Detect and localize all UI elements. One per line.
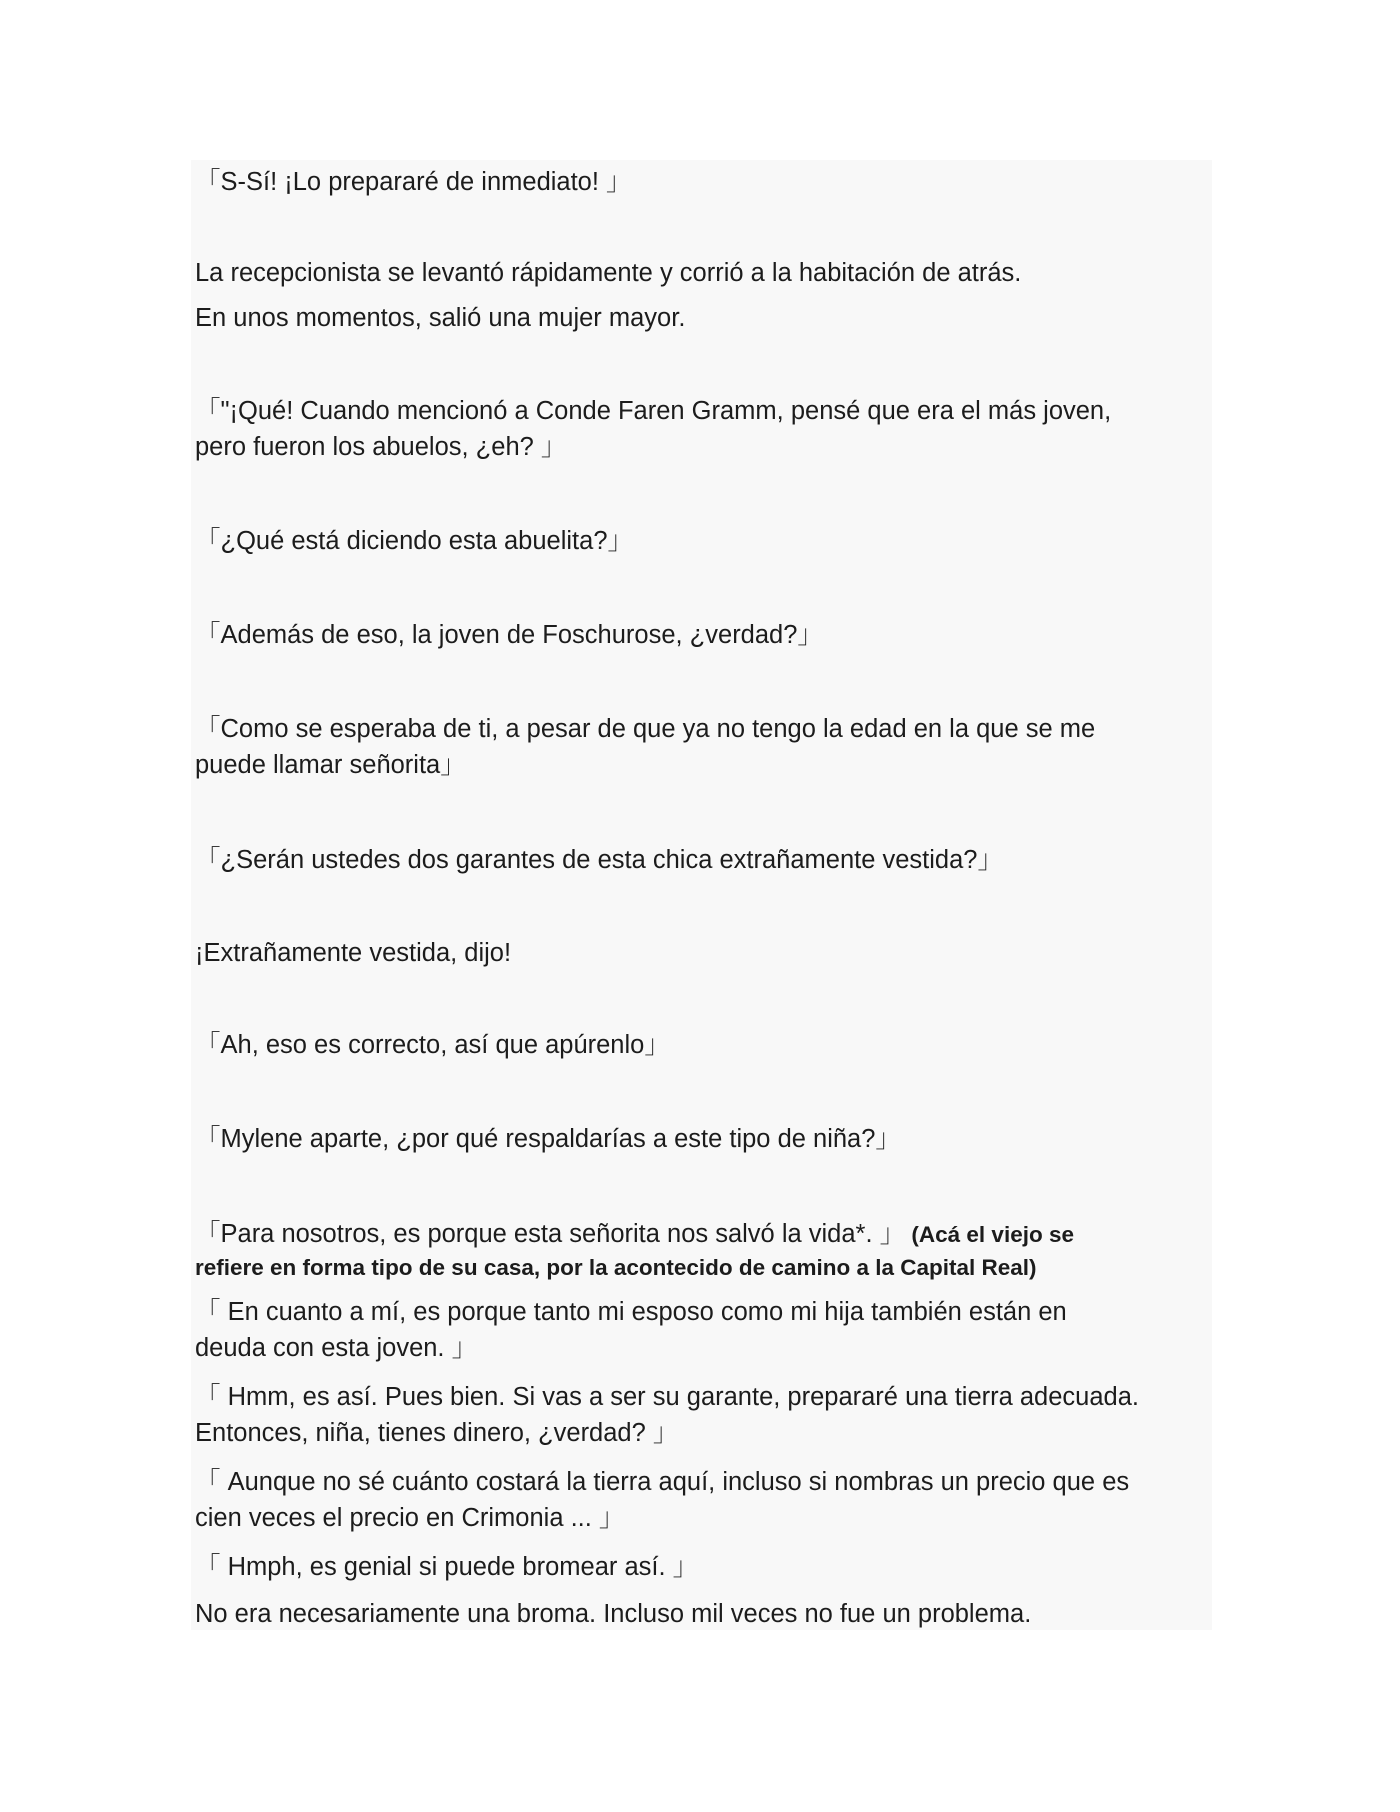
narration-line-3: ¡Extrañamente vestida, dijo! [195,939,512,967]
dialogue-line-4: 「Además de eso, la joven de Foschurose, ¿verdad?」 [195,621,823,649]
dialogue-line-10: 「 Hmm, es así. Pues bien. Si vas a ser su garante, prepararé una tierra adecuada. Entonces, niña, tienes dinero, ¿verdad? 」 [195,1383,1139,1447]
dialogue-line-3: 「¿Qué está diciendo esta abuelita?」 [195,527,634,555]
translator-note-start: (Acá el viejo se [905,1222,1074,1247]
dialogue-line-11: 「 Aunque no sé cuánto costará la tierra aquí, incluso si nombras un precio que es cien veces el precio en Crimonia ... 」 [195,1468,1130,1532]
dialogue-line-1: 「S-Sí! ¡Lo prepararé de inmediato! 」 [195,168,632,196]
dialogue-line-2: 「"¡Qué! Cuando mencionó a Conde Faren Gramm, pensé que era el más joven, pero fueron los abuelos, ¿eh? 」 [195,397,1112,461]
narration-line-2: En unos momentos, salió una mujer mayor. [195,304,686,332]
translator-note-end: refiere en forma tipo de su casa, por la acontecido de camino a la Capital Real) [195,1255,1037,1280]
dialogue-line-9: 「 En cuanto a mí, es porque tanto mi esposo como mi hija también están en deuda con esta joven. 」 [195,1298,1067,1362]
dialogue-line-8: 「Mylene aparte, ¿por qué respaldarías a este tipo de niña?」 [195,1125,901,1153]
narration-line-4: No era necesariamente una broma. Incluso mil veces no fue un problema. [195,1600,1032,1628]
dialogue-line-5: 「Como se esperaba de ti, a pesar de que ya no tengo la edad en la que se me puede llamar señorita」 [195,715,1096,779]
dialogue-line-6: 「¿Serán ustedes dos garantes de esta chica extrañamente vestida?」 [195,846,1003,874]
dialogue-line-12: 「 Hmph, es genial si puede bromear así. 」 [195,1553,699,1581]
narration-line-1: La recepcionista se levantó rápidamente y corrió a la habitación de atrás. [195,259,1022,287]
dialogue-line-7: 「Ah, eso es correcto, así que apúrenlo」 [195,1031,670,1059]
dialogue-line-annotated: 「Para nosotros, es porque esta señorita nos salvó la vida*. 」 (Acá el viejo se refiere en forma tipo de su casa, por la acontecido de camino a la Capital Real) [195,1216,1215,1283]
